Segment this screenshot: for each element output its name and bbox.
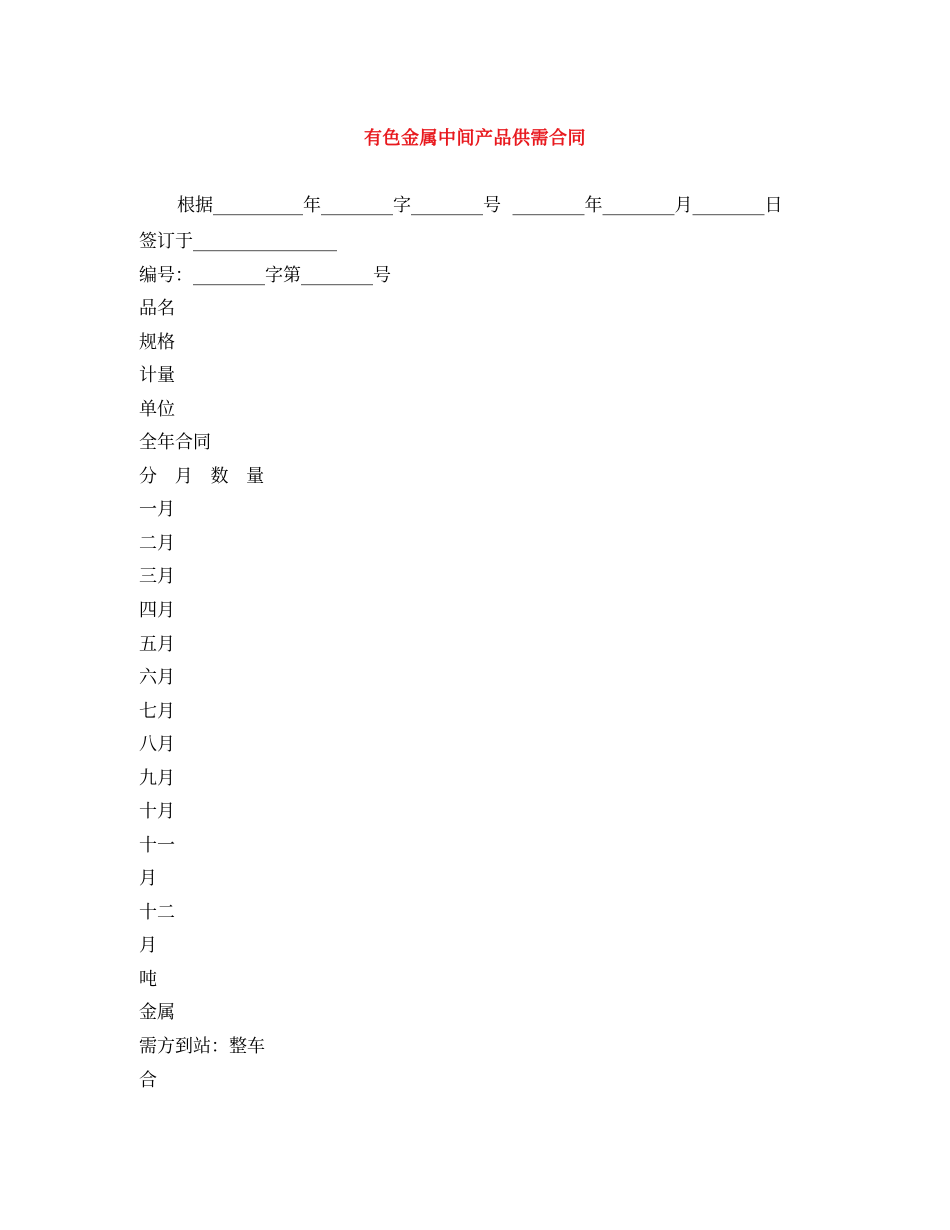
item-monthly-quantity: 分 月 数 量	[139, 466, 271, 487]
contract-number-line: 编号：________字第________号	[139, 265, 391, 286]
item-month-1: 一月	[139, 499, 175, 520]
item-month-6: 六月	[139, 667, 175, 688]
item-month-12-part1: 十二	[139, 902, 175, 923]
item-unit-ton: 吨	[139, 969, 157, 990]
item-month-11-part1: 十一	[139, 835, 175, 856]
document-title: 有色金属中间产品供需合同	[364, 128, 586, 149]
item-month-3: 三月	[139, 566, 175, 587]
item-delivery-station: 需方到站：整车	[139, 1036, 265, 1057]
item-month-7: 七月	[139, 701, 175, 722]
item-product-name: 品名	[139, 298, 175, 319]
item-month-10: 十月	[139, 801, 175, 822]
item-annual-contract: 全年合同	[139, 432, 211, 453]
item-month-8: 八月	[139, 734, 175, 755]
signed-at-line: 签订于________________	[139, 231, 337, 252]
item-metal: 金属	[139, 1002, 175, 1023]
item-total: 合	[139, 1070, 157, 1091]
item-month-11-part2: 月	[139, 868, 157, 889]
item-unit: 单位	[139, 399, 175, 420]
item-month-9: 九月	[139, 768, 175, 789]
item-month-5: 五月	[139, 634, 175, 655]
item-month-4: 四月	[139, 600, 175, 621]
item-specification: 规格	[139, 332, 175, 353]
item-month-12-part2: 月	[139, 935, 157, 956]
intro-line: 根据__________年________字________号 ________年________月________日	[177, 195, 783, 216]
item-month-2: 二月	[139, 533, 175, 554]
item-measurement: 计量	[139, 365, 175, 386]
